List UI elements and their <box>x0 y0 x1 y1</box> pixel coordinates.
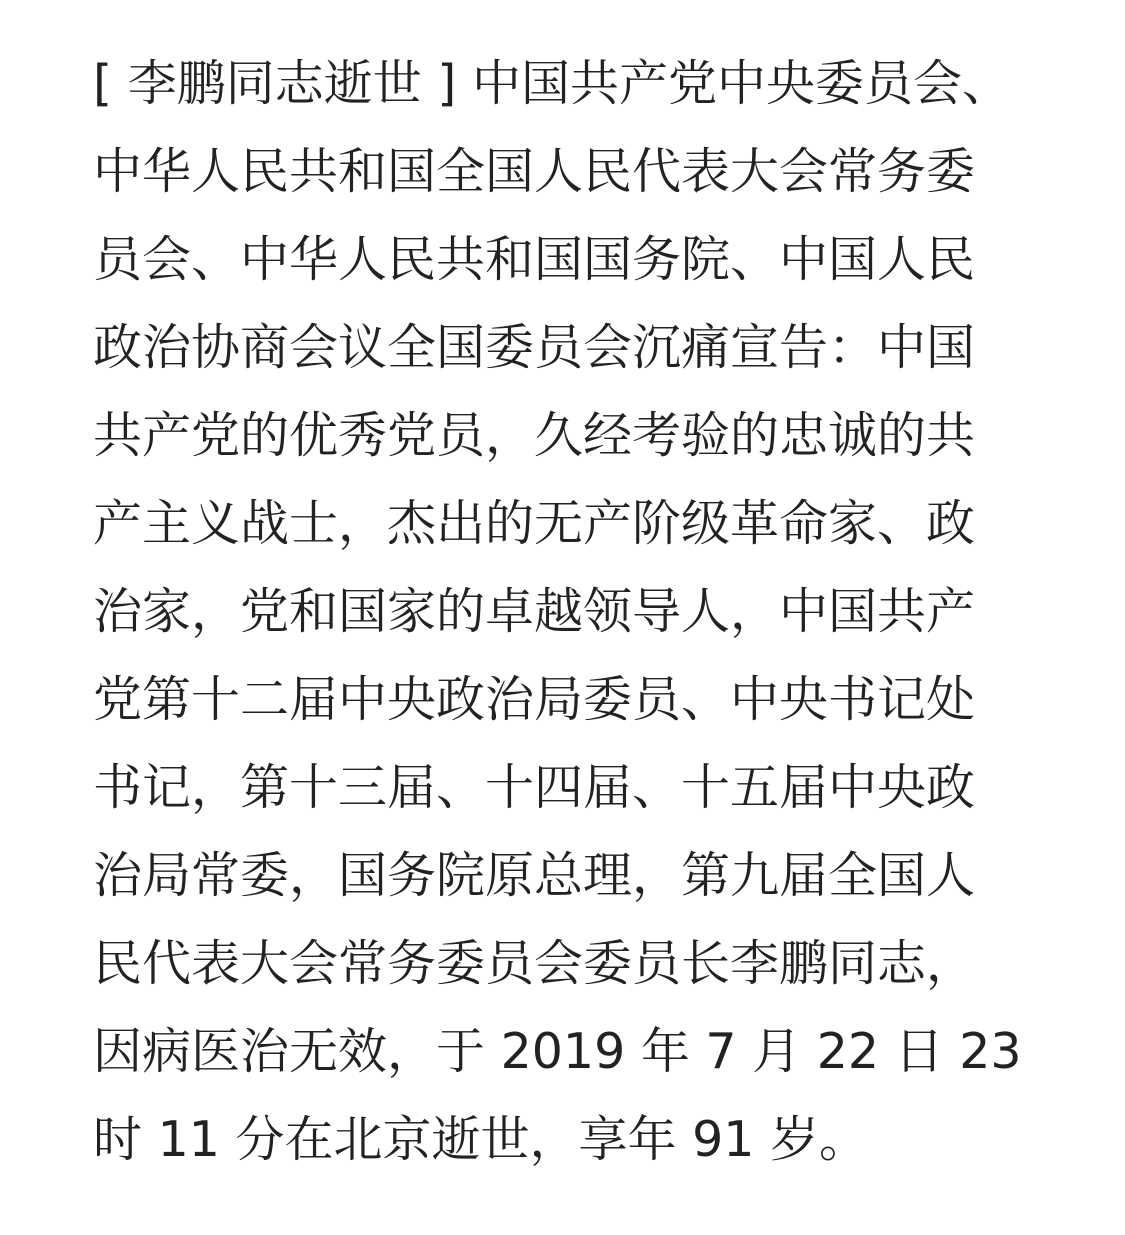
article-text-line: 时 11 分在北京逝世，享年 91 岁。 <box>93 1111 869 1168</box>
article-text-line: 治局常委，国务院原总理，第九届全国人 <box>93 847 976 904</box>
article-text-line: [ 李鹏同志逝世 ] 中国共产党中央委员会、 <box>93 55 1011 112</box>
article-text-line: 共产党的优秀党员，久经考验的忠诚的共 <box>93 407 976 464</box>
article-text-line: 员会、中华人民共和国国务院、中国人民 <box>93 231 976 288</box>
article-body <box>93 40 1022 1184</box>
article-text-line: 中华人民共和国全国人民代表大会常务委 <box>93 143 976 200</box>
article-text-line: 书记，第十三届、十四届、十五届中央政 <box>93 759 976 816</box>
article-text-line: 治家，党和国家的卓越领导人，中国共产 <box>93 583 976 640</box>
article-text-line: 党第十二届中央政治局委员、中央书记处 <box>93 671 976 728</box>
article-text-line: 产主义战士，杰出的无产阶级革命家、政 <box>93 495 976 552</box>
article-text-line: 政治协商会议全国委员会沉痛宣告：中国 <box>93 319 976 376</box>
article-text-line: 因病医治无效，于 2019 年 7 月 22 日 23 <box>93 1023 1022 1080</box>
article-text-line: 民代表大会常务委员会委员长李鹏同志， <box>93 935 976 992</box>
